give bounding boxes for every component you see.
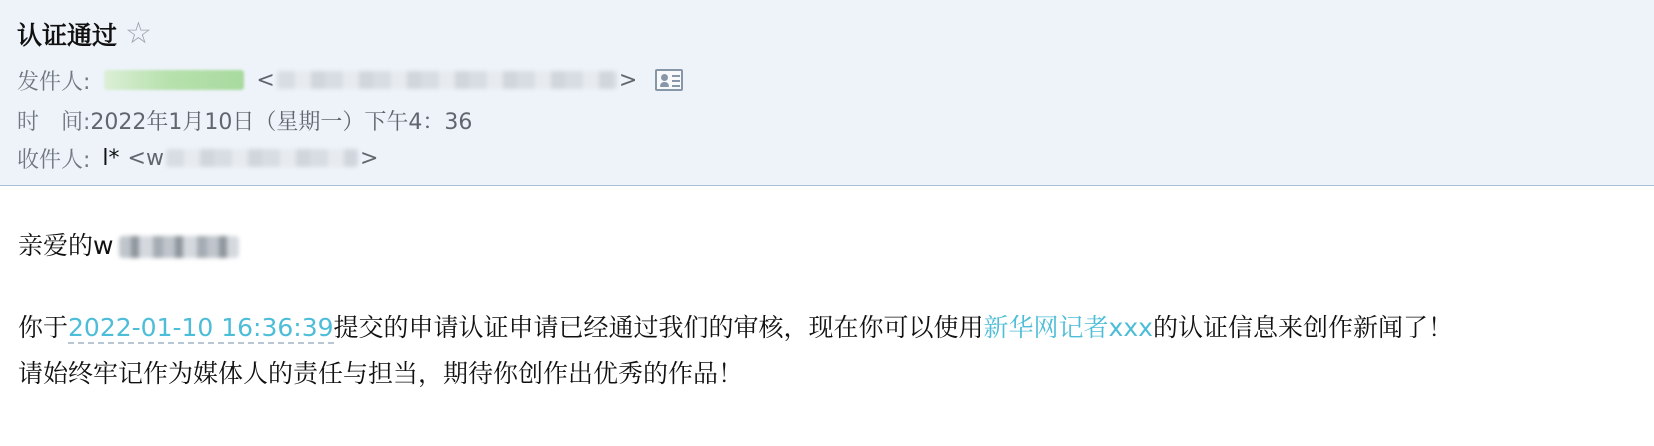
paragraph-1-start: 你于 — [18, 313, 69, 342]
time-row — [17, 104, 472, 136]
recipient-name-redacted — [119, 236, 239, 258]
sender-row — [17, 64, 683, 96]
recipient-name[interactable]: l* — [102, 145, 120, 171]
sender-name-redacted[interactable] — [104, 70, 244, 90]
recipient-row — [17, 142, 378, 174]
sender-address-redacted — [277, 71, 617, 89]
body-paragraph-1 — [18, 308, 1453, 344]
sender-address-open: < — [256, 67, 275, 93]
email-subject: 认证通过 — [17, 21, 118, 50]
sender-address-close: > — [618, 67, 638, 93]
contact-card-icon[interactable] — [655, 69, 683, 91]
paragraph-1-middle: 提交的申请认证申请已经通过我们的审核，现在你可以使用 — [333, 313, 984, 342]
recipient-address-close: > — [359, 145, 379, 171]
greeting — [18, 226, 239, 262]
paragraph-1-end: 的认证信息来创作新闻了！ — [1152, 313, 1453, 342]
greeting-text: 亲爱的w — [18, 231, 114, 260]
recipient-address-open: <w — [127, 145, 164, 171]
time-value: 2022年1月10日（星期一）下午4：36 — [90, 109, 473, 135]
highlight-link[interactable]: 新华网记者xxx — [983, 313, 1153, 342]
timestamp-link[interactable]: 2022-01-10 16:36:39 — [68, 313, 334, 342]
recipient-address-redacted — [166, 149, 358, 167]
subject-row — [17, 14, 152, 54]
from-label: 发件人: — [17, 69, 91, 95]
star-icon[interactable]: ☆ — [125, 16, 152, 51]
paragraph-2-text: 请始终牢记作为媒体人的责任与担当，期待你创作出优秀的作品！ — [18, 359, 744, 388]
email-header — [0, 0, 1654, 186]
body-paragraph-2 — [18, 354, 743, 390]
email-body — [0, 186, 1654, 446]
to-label: 收件人: — [17, 147, 91, 173]
time-label: 时 间: — [17, 109, 91, 135]
